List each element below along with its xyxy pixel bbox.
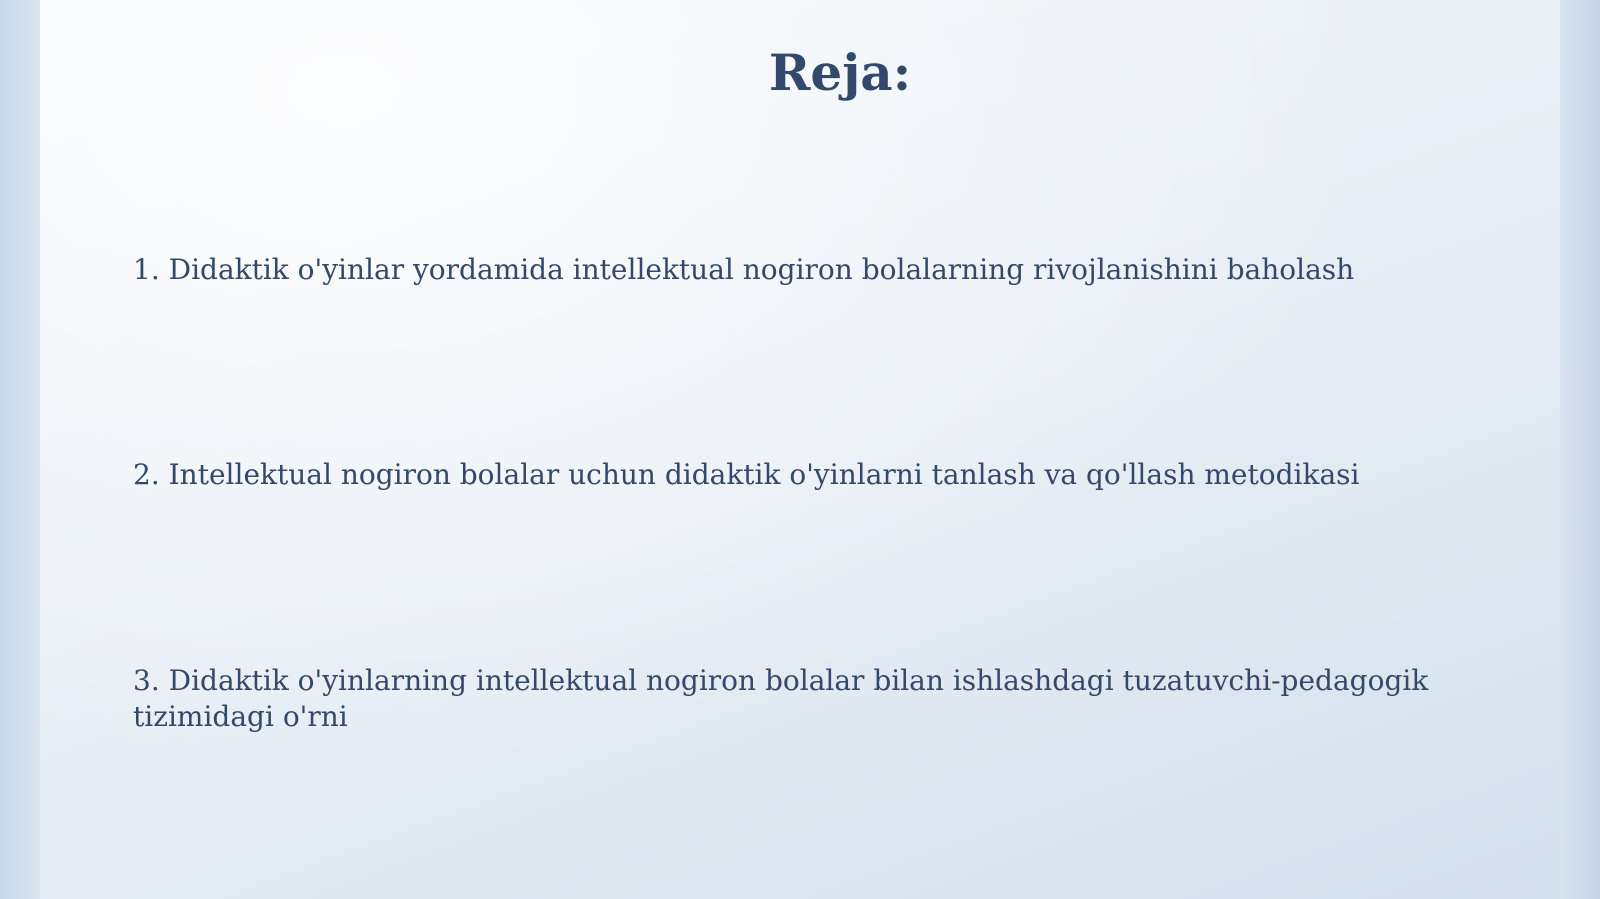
plan-item-2: 2. Intellektual nogiron bolalar uchun didaktik o'yinlarni tanlash va qo'llash metodikasi bbox=[133, 458, 1360, 491]
slide-content bbox=[40, 0, 1560, 899]
slide-left-border bbox=[0, 0, 40, 899]
slide-right-border bbox=[1560, 0, 1600, 899]
slide-title: Reja: bbox=[768, 43, 912, 102]
plan-item-3: 3. Didaktik o'yinlarning intellektual nogiron bolalar bilan ishlashdagi tuzatuvchi-pedagogik tizimidagi o'rni bbox=[133, 664, 1429, 733]
plan-item-1: 1. Didaktik o'yinlar yordamida intellektual nogiron bolalarning rivojlanishini baholash bbox=[133, 253, 1355, 286]
